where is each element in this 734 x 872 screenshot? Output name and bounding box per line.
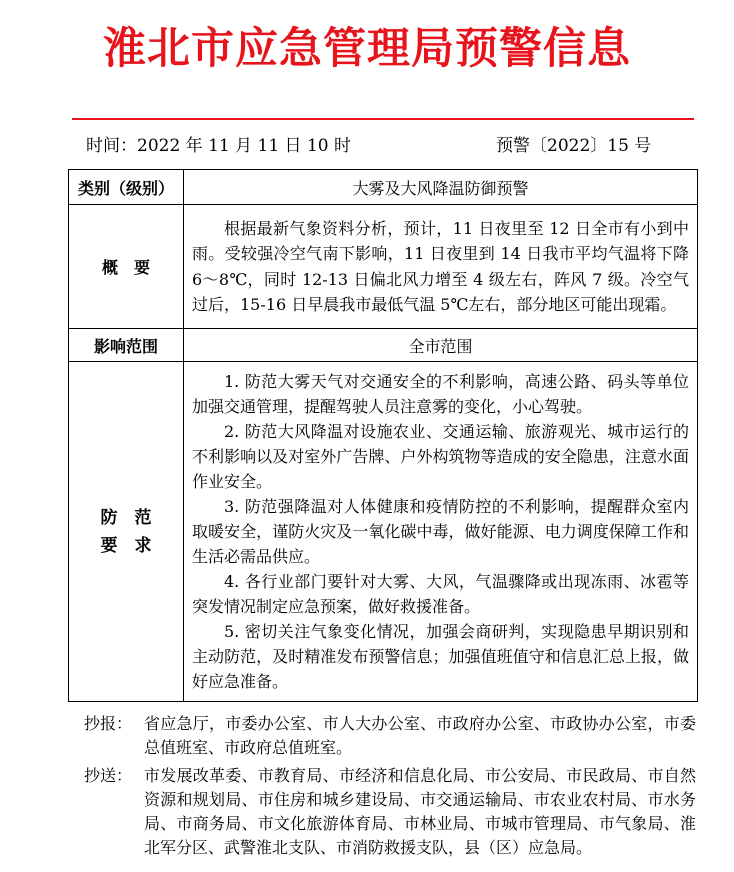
requirement-item: 2. 防范大风降温对设施农业、交通运输、旅游观光、城市运行的不利影响以及对室外广告牌、户外构筑物等造成的安全隐患，注意水面作业安全。 — [192, 422, 689, 491]
send-label: 抄送： — [84, 766, 133, 785]
requirement-item: 5. 密切关注气象变化情况，加强会商研判，实现隐患早期识别和主动防范，及时精准发布预警信息；加强值班值守和信息汇总上报，做好应急准备。 — [192, 622, 689, 691]
requirements-label — [69, 362, 184, 702]
copy-to-block — [84, 764, 696, 860]
category-label: 类别（级别） — [69, 170, 184, 205]
category-row — [69, 170, 698, 205]
requirements-label-line2: 要 求 — [100, 535, 152, 556]
scope-row — [69, 329, 698, 362]
warning-info-table — [68, 169, 698, 702]
summary-label: 概 要 — [69, 205, 184, 329]
requirement-item: 4. 各行业部门要针对大雾、大风，气温骤降或出现冻雨、冰雹等突发情况制定应急预案，做好救援准备。 — [192, 572, 689, 616]
warning-number: 预警〔2022〕15 号 — [496, 136, 652, 156]
summary-row — [69, 205, 698, 329]
report-text: 省应急厅，市委办公室、市人大办公室、市政府办公室、市政协办公室，市委总值班室、市政府总值班室。 — [144, 714, 696, 757]
scope-label: 影响范围 — [69, 329, 184, 362]
requirement-item: 1. 防范大雾天气对交通安全的不利影响，高速公路、码头等单位加强交通管理，提醒驾驶人员注意雾的变化，小心驾驶。 — [192, 372, 689, 416]
issue-time: 时间：2022 年 11 月 11 日 10 时 — [86, 136, 351, 156]
requirement-item: 3. 防范强降温对人体健康和疫情防控的不利影响，提醒群众室内取暖安全，谨防火灾及一氧化碳中毒，做好能源、电力调度保障工作和生活必需品供应。 — [192, 497, 689, 566]
send-text: 市发展改革委、市教育局、市经济和信息化局、市公安局、市民政局、市自然资源和规划局、市住房和城乡建设局、市交通运输局、市农业农村局、市水务局、市商务局、市文化旅游体育局、市林业局、市城市管理局、市气象局、淮北军分区、武警淮北支队、市消防救援支队，县（区）应急局。 — [144, 766, 696, 857]
red-divider-line — [72, 118, 694, 120]
requirements-row — [69, 362, 698, 702]
summary-cell — [184, 205, 698, 329]
report-label: 抄报： — [84, 714, 133, 733]
document-title: 淮北市应急管理局预警信息 — [103, 24, 631, 74]
scope-value: 全市范围 — [184, 329, 698, 362]
requirements-label-line1: 防 范 — [100, 507, 152, 528]
report-to-block — [84, 712, 696, 760]
requirements-cell — [184, 362, 698, 702]
summary-text: 根据最新气象资料分析，预计，11 日夜里至 12 日全市有小到中雨。受较强冷空气南下影响，11 日夜里到 14 日我市平均气温将下降 6～8℃，同时 12-13 日偏北风力增至 4 级左右，阵风 7 级。冷空气过后，15-16 日早晨我市最低气温 5℃左右，部分地区可能出现霜。 — [192, 218, 689, 314]
category-value: 大雾及大风降温防御预警 — [184, 170, 698, 205]
